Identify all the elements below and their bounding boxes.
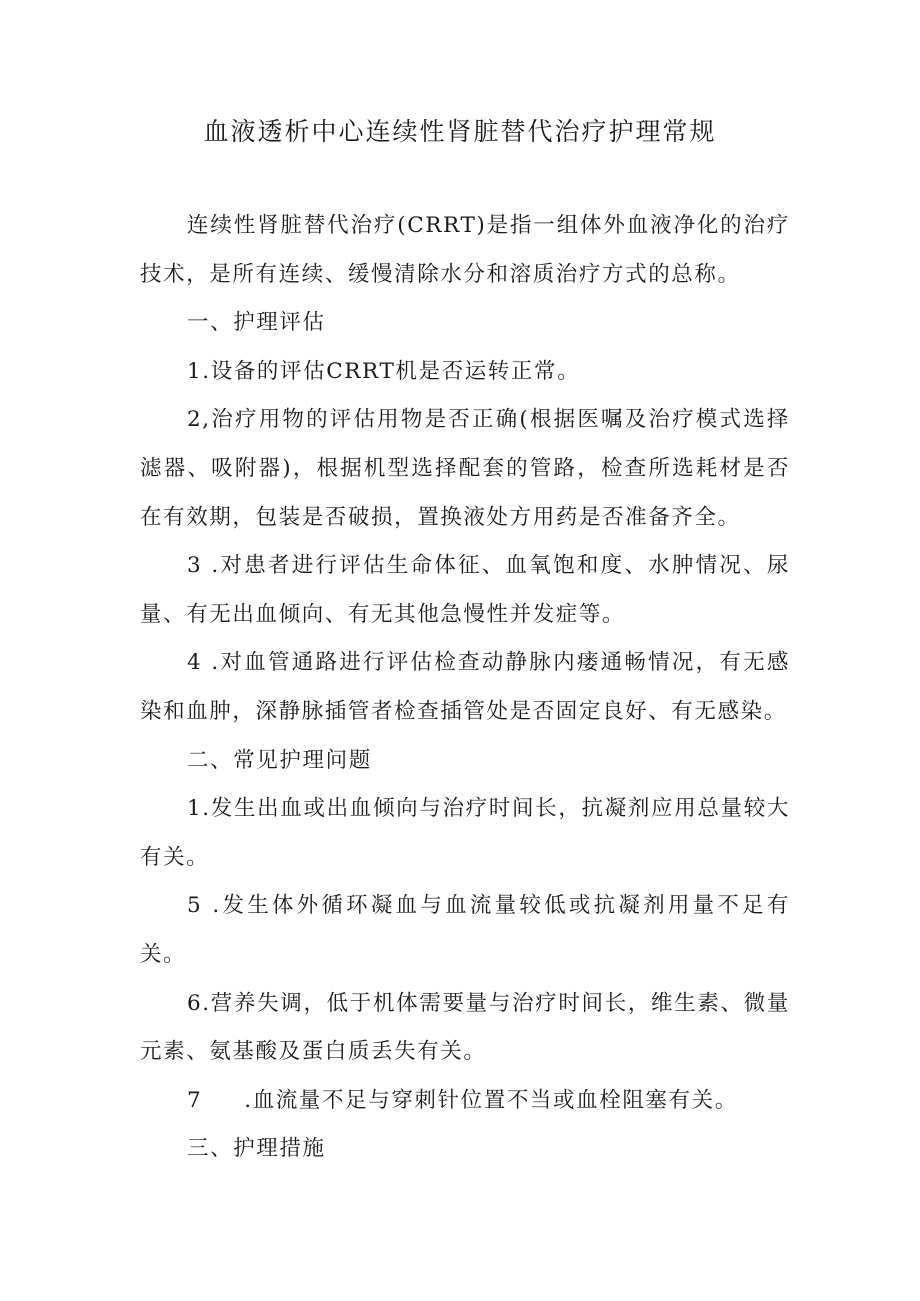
document-body: [140, 202, 790, 1174]
intro-paragraph: 连续性肾脏替代治疗(CRRT)是指一组体外血液净化的治疗技术，是所有连续、缓慢清除水分和溶质治疗方式的总称。: [140, 213, 790, 287]
list-item-text: .血流量不足与穿刺针位置不当或血栓阻塞有关。: [244, 1087, 738, 1113]
document-title: 血液透析中心连续性肾脏替代治疗护理常规: [203, 117, 717, 146]
list-item: 1.设备的评估CRRT机是否运转正常。: [187, 358, 581, 384]
list-item: 1.发生出血或出血倾向与治疗时间长，抗凝剂应用总量较大有关。: [140, 796, 790, 870]
section-heading-nursing-assessment: 一、护理评估: [187, 310, 326, 336]
list-item: 5 .发生体外循环凝血与血流量较低或抗凝剂用量不足有关。: [140, 893, 790, 967]
list-item: 2,治疗用物的评估用物是否正确(根据医嘱及治疗模式选择滤器、吸附器)，根据机型选择配套的管路，检查所选耗材是否在有效期，包装是否破损，置换液处方用药是否准备齐全。: [140, 407, 790, 530]
list-item: 6.营养失调，低于机体需要量与治疗时间长，维生素、微量元素、氨基酸及蛋白质丢失有关。: [140, 990, 790, 1065]
list-item: 4 .对血管通路进行评估检查动静脉内瘘通畅情况，有无感染和血肿，深静脉插管者检查插管处是否固定良好、有无感染。: [140, 650, 790, 724]
list-item-number: 7: [187, 1087, 203, 1113]
list-item: [140, 1077, 790, 1126]
section-heading-nursing-measures: 三、护理措施: [187, 1136, 326, 1162]
section-heading-common-problems: 二、常见护理问题: [187, 747, 372, 773]
list-item: 3 .对患者进行评估生命体征、血氧饱和度、水肿情况、尿量、有无出血倾向、有无其他急慢性并发症等。: [140, 553, 790, 627]
